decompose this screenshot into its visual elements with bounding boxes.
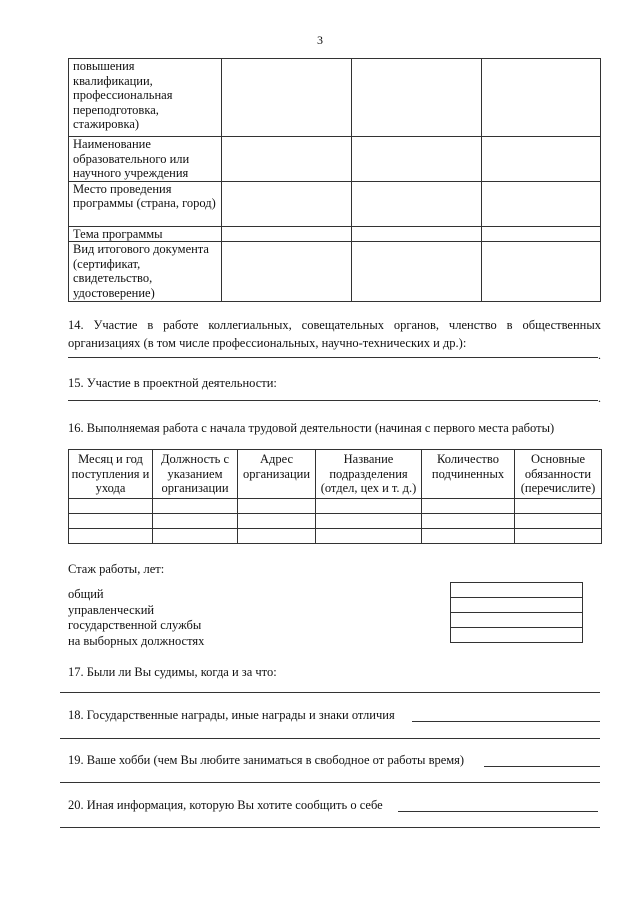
- table-cell[interactable]: [422, 514, 515, 529]
- line-end-dot: .: [598, 391, 601, 405]
- line-end-dot: .: [598, 348, 601, 362]
- section-20-inline-line[interactable]: [398, 811, 598, 812]
- table-cell[interactable]: [69, 529, 153, 544]
- experience-elected-cell[interactable]: [451, 628, 583, 643]
- table-cell[interactable]: [238, 529, 316, 544]
- table-cell[interactable]: [482, 242, 601, 302]
- section-14-answer-line[interactable]: [68, 357, 598, 358]
- table-cell[interactable]: [352, 59, 482, 137]
- section-17-text: 17. Были ли Вы судимы, когда и за что:: [68, 665, 277, 679]
- section-15-answer-line[interactable]: [68, 400, 598, 401]
- table-cell[interactable]: [316, 514, 422, 529]
- table-cell[interactable]: [153, 529, 238, 544]
- section-18-inline-line[interactable]: [412, 721, 600, 722]
- work-history-table: [68, 449, 602, 544]
- table-cell[interactable]: [222, 226, 352, 242]
- section-18-text: 18. Государственные награды, иные награды и знаки отличия: [68, 708, 395, 722]
- table-row: [451, 628, 583, 643]
- table-cell[interactable]: [222, 242, 352, 302]
- experience-civil-service-cell[interactable]: [451, 613, 583, 628]
- section-16-text: 16. Выполняемая работа с начала трудовой деятельности (начиная с первого места работы): [68, 421, 555, 435]
- table-cell[interactable]: [69, 514, 153, 529]
- table-cell[interactable]: [482, 59, 601, 137]
- table-row: [69, 529, 602, 544]
- table-row: [69, 514, 602, 529]
- table-cell[interactable]: [352, 181, 482, 226]
- row-label-qualification-type: повышения квалификации, профессиональная переподготовка, стажировка): [69, 59, 222, 137]
- table-row: [69, 59, 601, 137]
- section-17-answer-line[interactable]: [60, 692, 600, 693]
- row-label-institution: Наименование образовательного или научного учреждения: [69, 137, 222, 182]
- table-cell[interactable]: [515, 499, 602, 514]
- experience-years-table: [450, 582, 583, 643]
- row-label-document-type: Вид итогового документа (сертификат, свидетельство, удостоверение): [69, 242, 222, 302]
- section-15-text: 15. Участие в проектной деятельности:: [68, 376, 277, 390]
- section-18-answer-line[interactable]: [60, 738, 600, 739]
- section-20-answer-line[interactable]: [60, 827, 600, 828]
- table-cell[interactable]: [316, 499, 422, 514]
- table-cell[interactable]: [316, 529, 422, 544]
- table-row: [451, 598, 583, 613]
- table-row: [69, 226, 601, 242]
- experience-managerial-cell[interactable]: [451, 598, 583, 613]
- table-cell[interactable]: [238, 514, 316, 529]
- table-cell[interactable]: [222, 59, 352, 137]
- table-cell[interactable]: [222, 181, 352, 226]
- table-cell[interactable]: [482, 226, 601, 242]
- column-header: Основные обязанности (перечислите): [515, 450, 602, 499]
- column-header: Адрес организации: [238, 450, 316, 499]
- table-row: [69, 242, 601, 302]
- section-20-text: 20. Иная информация, которую Вы хотите сообщить о себе: [68, 798, 383, 812]
- table-row: [69, 499, 602, 514]
- section-19-answer-line[interactable]: [60, 782, 600, 783]
- section-14-text: 14. Участие в работе коллегиальных, совещательных органов, членство в общественных организациях (в том числе профессиональных, научно-технических и др.):: [68, 318, 601, 350]
- experience-total-cell[interactable]: [451, 583, 583, 598]
- experience-title: Стаж работы, лет:: [68, 562, 165, 576]
- table-row: [69, 181, 601, 226]
- table-cell[interactable]: [515, 514, 602, 529]
- table-row: [451, 613, 583, 628]
- experience-item-elected: на выборных должностях: [68, 634, 205, 648]
- table-row: [451, 583, 583, 598]
- table-cell[interactable]: [69, 499, 153, 514]
- table-cell[interactable]: [153, 499, 238, 514]
- page-number: 3: [317, 33, 323, 47]
- column-header: Должность с указанием организации: [153, 450, 238, 499]
- table-cell[interactable]: [422, 529, 515, 544]
- section-19-inline-line[interactable]: [484, 766, 600, 767]
- row-label-location: Место проведения программы (страна, город): [69, 181, 222, 226]
- table-row: [69, 137, 601, 182]
- table-cell[interactable]: [482, 137, 601, 182]
- table-header-row: [69, 450, 602, 499]
- table-cell[interactable]: [222, 137, 352, 182]
- table-cell[interactable]: [422, 499, 515, 514]
- experience-item-total: общий: [68, 587, 104, 601]
- experience-item-civil-service: государственной службы: [68, 618, 202, 632]
- table-cell[interactable]: [352, 226, 482, 242]
- column-header: Количество подчиненных: [422, 450, 515, 499]
- row-label-topic: Тема программы: [69, 226, 222, 242]
- table-cell[interactable]: [238, 499, 316, 514]
- table-cell[interactable]: [352, 137, 482, 182]
- column-header: Название подразделения (отдел, цех и т. д.): [316, 450, 422, 499]
- program-table: [68, 58, 601, 302]
- column-header: Месяц и год поступления и ухода: [69, 450, 153, 499]
- table-cell[interactable]: [153, 514, 238, 529]
- table-cell[interactable]: [352, 242, 482, 302]
- experience-item-managerial: управленческий: [68, 603, 155, 617]
- table-cell[interactable]: [515, 529, 602, 544]
- section-19-text: 19. Ваше хобби (чем Вы любите заниматься в свободное от работы время): [68, 753, 465, 767]
- table-cell[interactable]: [482, 181, 601, 226]
